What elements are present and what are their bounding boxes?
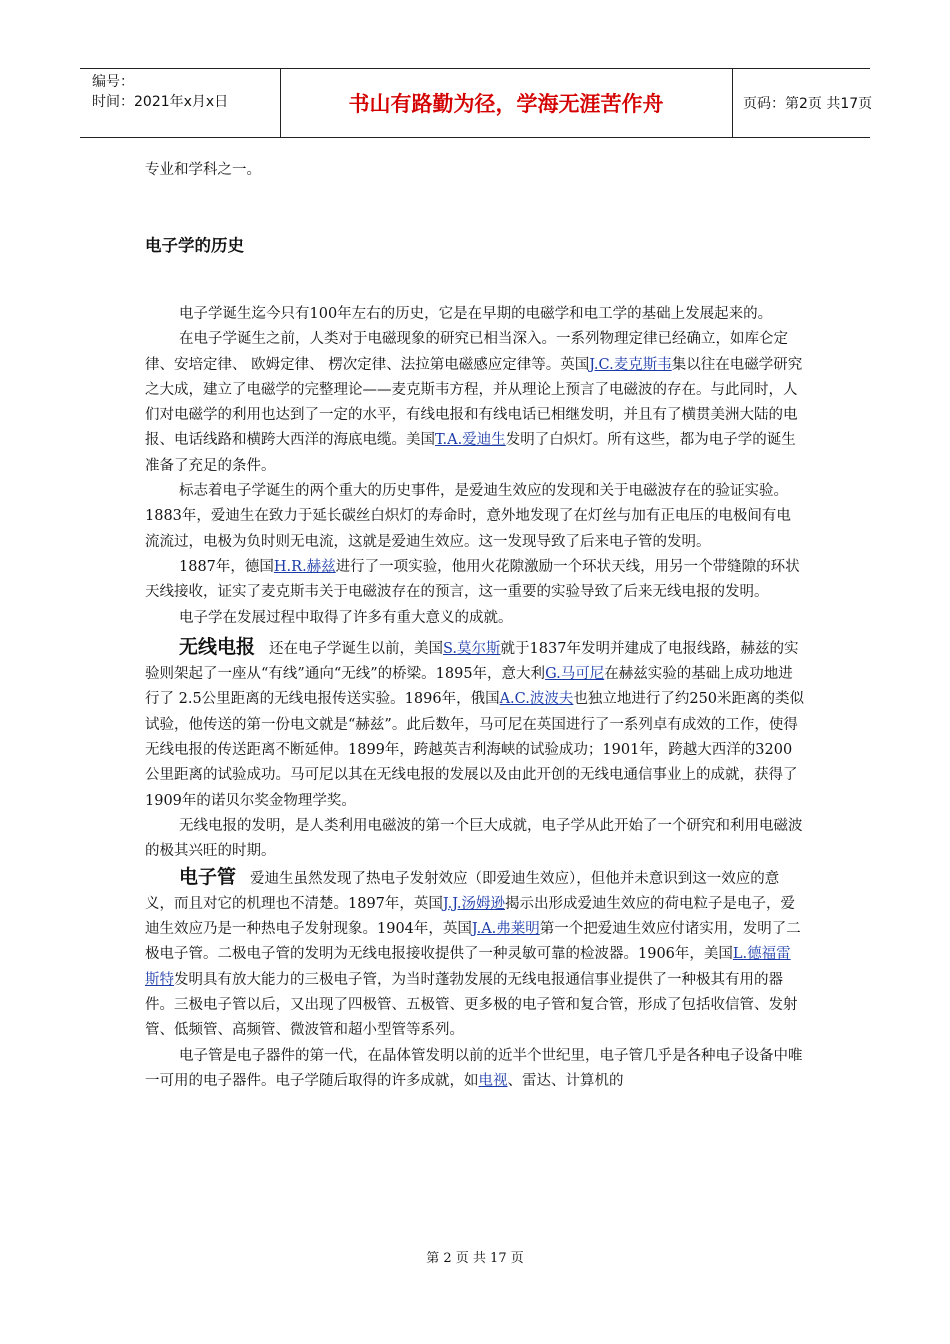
section-title: 电子学的历史 <box>145 236 244 255</box>
text-span: 揭示出形成爱迪生效应的荷电粒子是电子，爱迪生效应乃是一种热电子发射现象。1904年，英国 <box>145 895 795 938</box>
header-page-info: 页码：第2页 共17页 <box>743 96 873 112</box>
paragraph-5: 电子学在发展过程中取得了许多有重大意义的成就。 <box>179 609 513 626</box>
link-fleming[interactable]: J.A.弗莱明 <box>471 921 540 938</box>
link-television[interactable]: 电视 <box>478 1072 508 1089</box>
text-span: 第一个把爱迪生效应付诸实用，发明了二极电子管。二极电子管的发明为无线电报接收提供了一种灵敏可靠的检波器。1906年，美国 <box>145 921 801 963</box>
text-span: 发明了白炽灯。所有这些，都为电子学的诞生准备了充足的条件。 <box>145 432 796 474</box>
page-footer: 第 2 页 共 17 页 <box>426 1251 524 1266</box>
subheading-vacuum-tube: 电子管 <box>179 865 237 888</box>
paragraph-7: 无线电报的发明，是人类利用电磁波的第一个巨大成就，电子学从此开始了一个研究和利用电磁波的极其兴旺的时期。 <box>145 817 803 860</box>
paragraph-4 <box>145 555 805 606</box>
text-span: 电子管是电子器件的第一代，在晶体管发明以前的近半个世纪里，电子管几乎是各种电子设备中唯一可用的电子器件。电子学随后取得的许多成就，如 <box>145 1047 803 1089</box>
text-span: 发明具有放大能力的三极电子管，为当时蓬勃发展的无线电报通信事业提供了一种极其有用的器件。三极电子管以后，又出现了四极管、五极管、更多极的电子管和复合管，形成了包括收信管、发射管、低频管、高频管、微波管和超小型管等系列。 <box>145 971 798 1039</box>
text-span: 进行了一项实验，他用火花隙激励一个环状天线，用另一个带缝隙的环状天线接收，证实了麦克斯韦关于电磁波存在的预言，这一重要的实验导致了后来无线电报的发明。 <box>145 558 800 601</box>
paragraph-8 <box>145 865 805 1044</box>
document-body <box>145 302 805 1094</box>
text-span: 也独立地进行了约250米距离的类似试验，他传送的第一份电文就是“赫兹”。此后数年，马可尼在英国进行了一系列卓有成效的工作，使得无线电报的传送距离不断延伸。1899年，跨越英吉利海峡的试验成功；1901年，跨越大西洋的3200公里距离的试验成功。马可尼以其在无线电报的发展以及由此开创的无线电通信事业上的成就，获得了1909年的诺贝尔奖金物理学奖。 <box>145 691 805 809</box>
paragraph-1: 电子学诞生迄今只有100年左右的历史，它是在早期的电磁学和电工学的基础上发展起来的。 <box>179 306 773 322</box>
time-label: 时间：2021年x月x日 <box>92 94 229 110</box>
header-meta <box>80 69 281 137</box>
intro-line: 专业和学科之一。 <box>145 162 261 178</box>
link-popov[interactable]: A.C.波波夫 <box>499 691 574 708</box>
link-maxwell[interactable]: J.C.麦克斯韦 <box>589 356 672 373</box>
header-motto: 书山有路勤为径，学海无涯苦作舟 <box>280 69 733 137</box>
paragraph-6 <box>145 635 805 814</box>
link-thomson[interactable]: J.J.汤姆逊 <box>442 895 505 912</box>
text-span: 、雷达、计算机的 <box>507 1072 624 1089</box>
link-hertz[interactable]: H.R.赫兹 <box>273 558 336 575</box>
paragraph-3: 标志着电子学诞生的两个重大的历史事件，是爱迪生效应的发现和关于电磁波存在的验证实验。1883年，爱迪生在致力于延长碳丝白炽灯的寿命时，意外地发现了在灯丝与加有正电压的电极间有电流流过，电极为负时则无电流，这就是爱迪生效应。这一发现导致了后来电子管的发明。 <box>145 483 791 550</box>
text-span: 1887年，德国 <box>179 558 274 575</box>
text-span: 在赫兹实验的基础上成功地进行了 2.5公里距离的无线电报传送实验。1896年，俄国 <box>145 666 793 708</box>
number-label: 编号： <box>92 74 134 90</box>
link-de-forest[interactable]: L.德福雷斯特 <box>145 946 791 988</box>
link-morse[interactable]: S.莫尔斯 <box>443 640 501 657</box>
link-marconi[interactable]: G.马可尼 <box>545 666 605 683</box>
paragraph-9 <box>145 1044 805 1095</box>
text-span: 就于1837年发明并建成了电报线路，赫兹的实验则架起了一座从“有线”通向“无线”的桥梁。1895年，意大利 <box>145 640 799 683</box>
link-edison[interactable]: T.A.爱迪生 <box>435 432 506 449</box>
page-header <box>80 68 873 138</box>
text-span: 爱迪生虽然发现了热电子发射效应（即爱迪生效应），但他并未意识到这一效应的意义，而且对它的机理也不清楚。1897年，英国 <box>145 870 780 912</box>
subheading-wireless-telegraph: 无线电报 <box>179 635 256 658</box>
paragraph-2 <box>145 327 805 479</box>
text-span: 还在电子学诞生以前，美国 <box>269 640 444 657</box>
text-span: 在电子学诞生之前，人类对于电磁现象的研究已相当深入。一系列物理定律已经确立，如库仑定律、安培定律、 欧姆定律、 楞次定律、法拉第电磁感应定律等。英国 <box>145 331 788 373</box>
text-span: 集以往在电磁学研究之大成，建立了电磁学的完整理论——麦克斯韦方程，并从理论上预言了电磁波的存在。与此同时，人们对电磁学的利用也达到了一定的水平，有线电报和有线电话已相继发明，并且有了横贯美洲大陆的电报、电话线路和横跨大西洋的海底电缆。美国 <box>145 356 803 449</box>
